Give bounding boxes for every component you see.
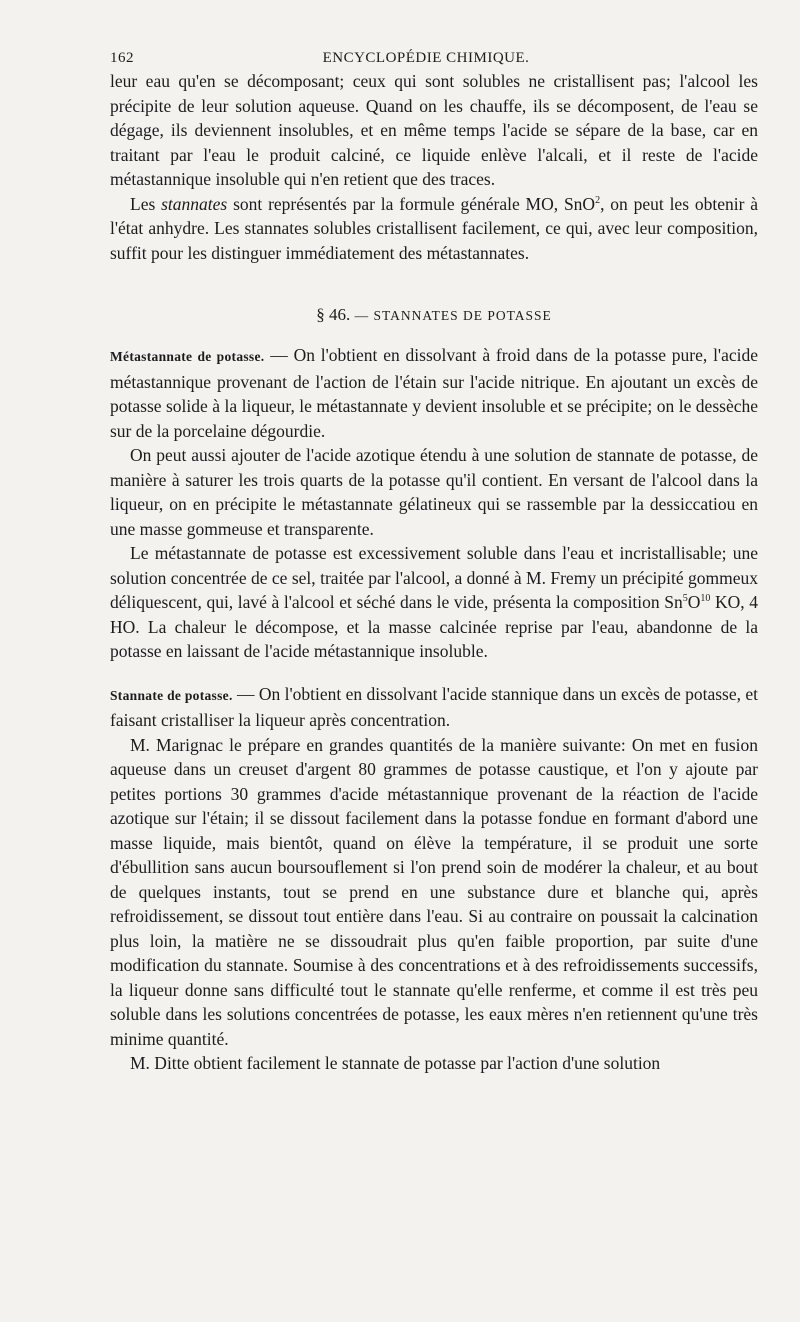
document-page bbox=[110, 50, 758, 1076]
metastannate-paragraph-3: Le métastannate de potasse est excessivement soluble dans l'eau et incristallisable; une solution concentrée de ce sel, traitée par l'alcool, a donné à M. Fremy un précipité gommeux déliquescent, qui, lavé à l'alcool et séché dans le vide, présenta la composition $Sn^5O^{10}$ KO, 4 HO. La chaleur le décompose, et la masse calcinée reprise par l'eau, abandonne de la potasse en laissant de l'acide métastannique insoluble. bbox=[110, 543, 758, 661]
metastannate-paragraph-2: On peut aussi ajouter de l'acide azotique étendu à une solution de stannate de potasse, de manière à saturer les trois quarts de la potasse qu'il contient. En versant de l'alcool dans la liqueur, on en précipite le métastannate gélatineux qui se rassemble par la dessiccatiou en une masse gommeuse et transparente. bbox=[110, 445, 758, 539]
metastannate-rubric: Métastannate de potasse. bbox=[110, 349, 265, 364]
intro-paragraph-2: Les stannates sont représentés par la formule générale MO, SnO$^2$, on peut les obtenir à l'état anhydre. Les stannates solubles cristallisent facilement, ce qui, avec leur composition, suffit pour les distinguer immédiatement des métastannates. bbox=[110, 193, 758, 263]
stannate-paragraph-3: M. Ditte obtient facilement le stannate de potasse par l'action d'une solution bbox=[130, 1053, 661, 1073]
page-number: 162 bbox=[110, 50, 134, 66]
section-heading bbox=[110, 305, 758, 325]
stannate-paragraph-1: Stannate de potasse. — On l'obtient en dissolvant l'acide stannique dans un excès de potasse, et faisant cristalliser la liqueur après concentration. bbox=[110, 683, 758, 730]
stannate-rubric: Stannate de potasse. bbox=[110, 687, 233, 703]
section-title: — STANNATES DE POTASSE bbox=[354, 308, 552, 323]
section-number: § 46. bbox=[316, 305, 351, 324]
page-header bbox=[110, 50, 758, 67]
intro-paragraph-1: leur eau qu'en se décomposant; ceux qui sont solubles ne cristallisent pas; l'alcool les précipite de leur solution aqueuse. Quand on les chauffe, ils se décomposent, de l'eau se dégage, ils deviennent insolubles, et en même temps l'acide se sépare de la base, car en traitant par l'eau le produit calciné, ce liquide enlève l'alcali, et il reste de l'acide métastannique insoluble qui n'en retient que des traces. bbox=[110, 71, 758, 189]
stannate-paragraph-2: M. Marignac le prépare en grandes quantités de la manière suivante: On met en fusion aqueuse dans un creuset d'argent 80 grammes de potasse caustique, et l'on y ajoute par petites portions 30 grammes d'acide métastannique provenant de la réaction de l'acide azotique sur l'étain; il se dissout facilement dans la potasse fondue en formant d'abord une masse liquide, mais bientôt, quand on élève la température, il se produit une sorte d'ébullition sans aucun boursouflement si l'on prend soin de modérer la chaleur, et au bout de quelques instants, tout se prend en une substance dure et blanche qui, après refroidissement, se dissout tout entière dans l'eau. Si au contraire on poussait la calcination plus loin, la matière ne se dissoudrait plus qu'en faible proportion, par suite d'une modification du stannate. Soumise à des concentrations et à des refroidissements successifs, la liqueur donne sans difficulté tout le stannate qu'elle renferme, et comme il est très peu soluble dans les solutions concentrées de potasse, les eaux mères n'en retiennent qu'une très minime quantité. bbox=[110, 734, 758, 1049]
running-title: ENCYCLOPÉDIE CHIMIQUE. bbox=[322, 50, 530, 66]
metastannate-paragraph-1: Métastannate de potasse. — On l'obtient en dissolvant à froid dans de la potasse pure, l'acide métastannique provenant de l'action de l'étain sur l'acide nitrique. En ajoutant un excès de potasse solide à la liqueur, le métastannate y devient insoluble et se précipite; on le dessèche sur de la porcelaine dégourdie. bbox=[110, 345, 758, 441]
stannates-term: stannates bbox=[161, 193, 228, 214]
